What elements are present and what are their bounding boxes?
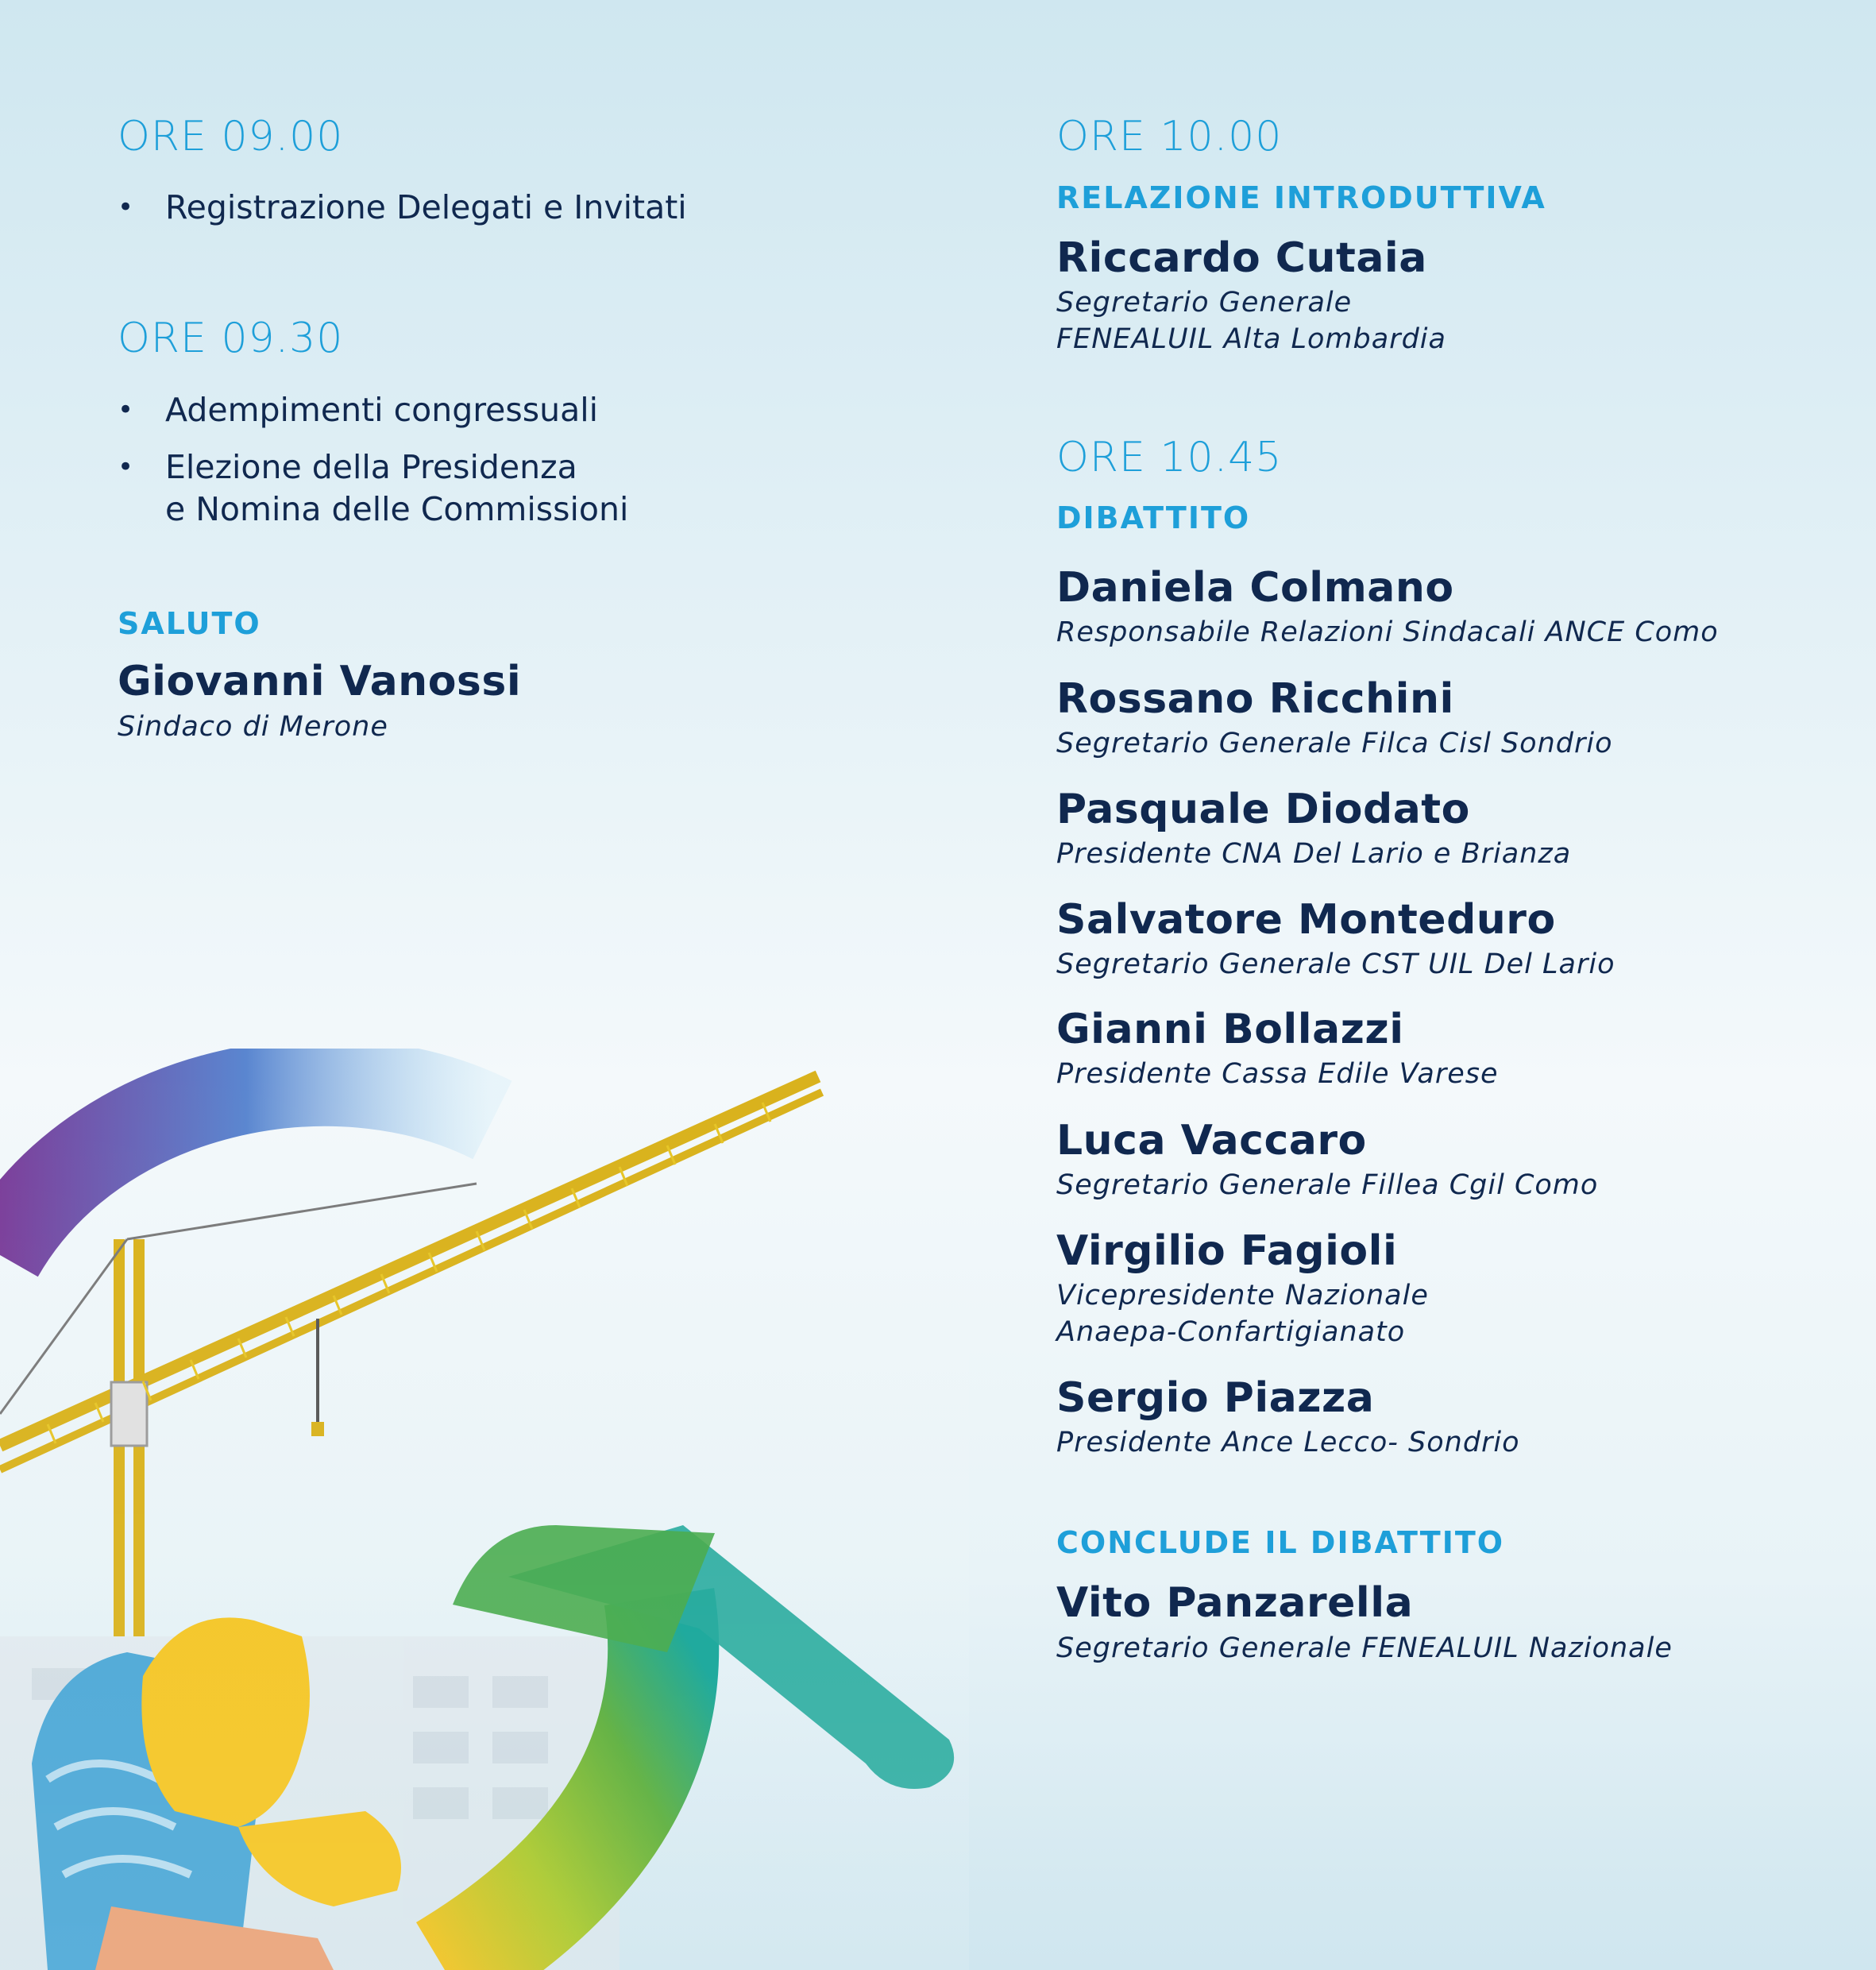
speaker-name: Rossano Ricchini (1056, 675, 1454, 723)
time-0930: ORE 09.30 (118, 315, 344, 362)
speaker-name: Vito Panzarella (1056, 1579, 1414, 1627)
speaker-role: Segretario Generale FENEALUIL Nazionale (1056, 1632, 1673, 1664)
speaker-name: Luca Vaccaro (1056, 1117, 1367, 1165)
list-item: • Elezione della Presidenza (118, 446, 880, 488)
speaker-role: Presidente CNA Del Lario e Brianza (1056, 838, 1572, 870)
speaker-role: Segretario Generale (1056, 287, 1353, 319)
saluto-label: SALUTO (118, 606, 261, 641)
speaker-role: FENEALUIL Alta Lombardia (1056, 323, 1446, 355)
list-item: • Registrazione Delegati e Invitati (118, 187, 880, 228)
speaker-role: Segretario Generale CST UIL Del Lario (1056, 948, 1615, 980)
speaker-name: Salvatore Monteduro (1056, 896, 1556, 944)
bullet-list-0900 (118, 187, 880, 244)
speaker-role: Anaepa-Confartigianato (1056, 1316, 1406, 1348)
speaker-role: Segretario Generale Fillea Cgil Como (1056, 1169, 1599, 1201)
time-1045: ORE 10.45 (1056, 434, 1283, 481)
speaker-role: Presidente Cassa Edile Varese (1056, 1058, 1499, 1090)
conclude-label: CONCLUDE IL DIBATTITO (1056, 1525, 1505, 1560)
time-1000: ORE 10.00 (1056, 113, 1283, 160)
list-item: • Adempimenti congressuali (118, 389, 880, 431)
speaker-name: Riccardo Cutaia (1056, 234, 1427, 282)
saluto-role: Sindaco di Merone (118, 711, 388, 743)
speaker-name: Virgilio Fagioli (1056, 1227, 1398, 1275)
dibattito-label: DIBATTITO (1056, 500, 1251, 535)
list-item-continuation: e Nomina delle Commissioni (165, 490, 629, 528)
relazione-label: RELAZIONE INTRODUTTIVA (1056, 180, 1546, 215)
speaker-role: Segretario Generale Filca Cisl Sondrio (1056, 728, 1613, 759)
speaker-name: Sergio Piazza (1056, 1374, 1375, 1422)
saluto-name: Giovanni Vanossi (118, 658, 522, 705)
construction-illustration (0, 1049, 969, 1970)
bullet-list-0930 (118, 389, 880, 488)
speaker-name: Daniela Colmano (1056, 564, 1454, 612)
speaker-role: Presidente Ance Lecco- Sondrio (1056, 1427, 1520, 1458)
time-0900: ORE 09.00 (118, 113, 344, 160)
speaker-role: Responsabile Relazioni Sindacali ANCE Como (1056, 616, 1719, 648)
speaker-name: Pasquale Diodato (1056, 786, 1470, 833)
speaker-name: Gianni Bollazzi (1056, 1006, 1404, 1053)
speaker-role: Vicepresidente Nazionale (1056, 1280, 1429, 1311)
